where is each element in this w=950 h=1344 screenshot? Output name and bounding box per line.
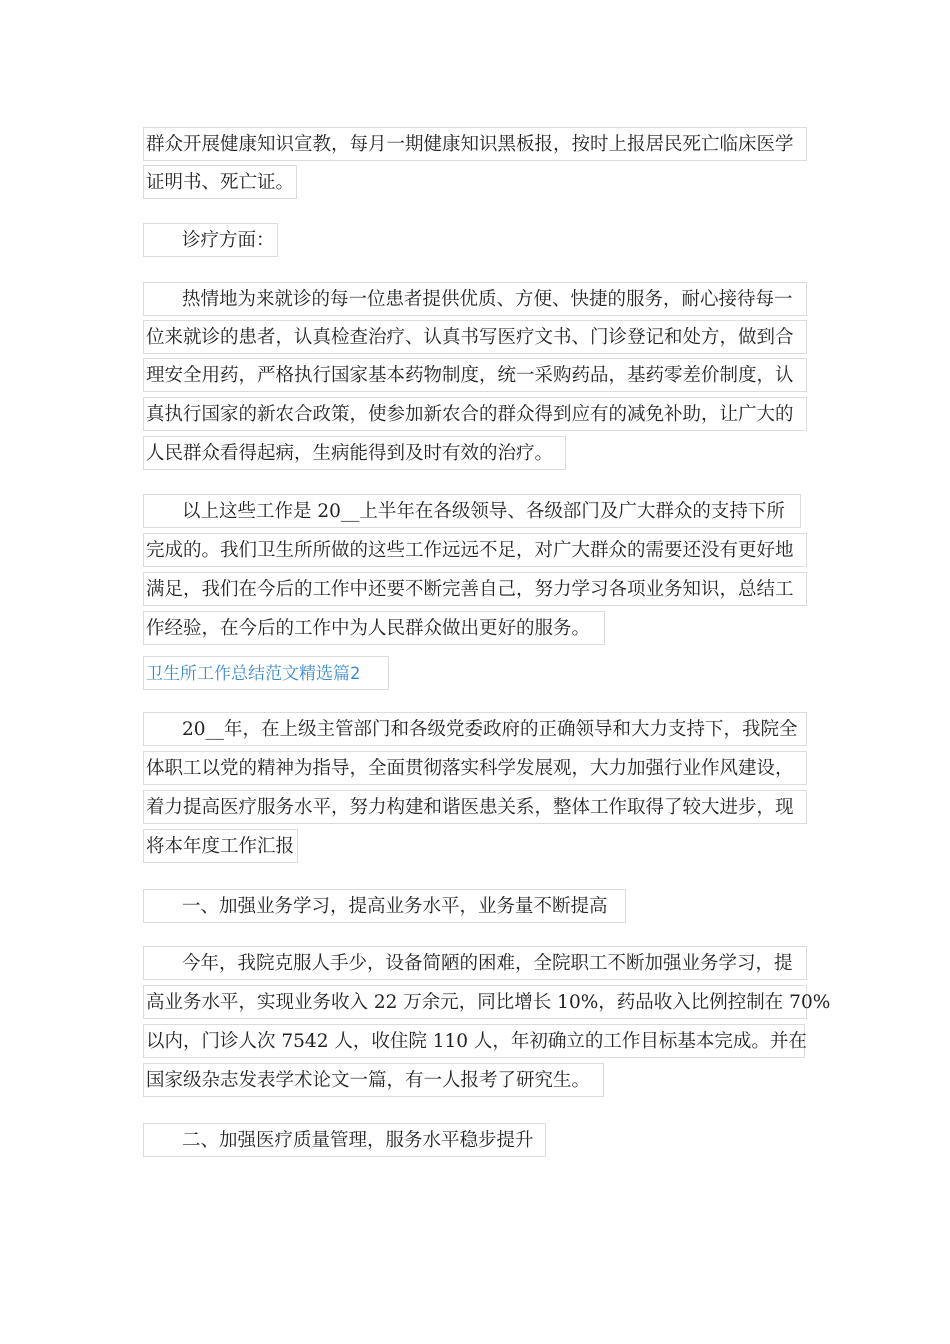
text-line: 满足，我们在今后的工作中还要不断完善自己，努力学习各项业务知识，总结工 [143,572,807,606]
text-line: 高业务水平，实现业务收入 22 万余元，同比增长 10%，药品收入比例控制在 70% [143,985,807,1019]
text-line: 以内，门诊人次 7542 人，收住院 110 人，年初确立的工作目标基本完成。并在 [143,1024,805,1058]
subheading: 二、加强医疗质量管理，服务水平稳步提升 [143,1123,546,1157]
text-line: 作经验，在今后的工作中为人民群众做出更好的服务。 [143,611,605,645]
text-line: 完成的。我们卫生所所做的这些工作远远不足，对广大群众的需要还没有更好地 [143,533,807,567]
text-line: 真执行国家的新农合政策，使参加新农合的群众得到应有的减免补助，让广大的 [143,397,807,431]
section-heading: 卫生所工作总结范文精选篇2 [143,656,389,690]
text-line: 将本年度工作汇报 [143,829,298,863]
text-line: 证明书、死亡证。 [143,165,297,199]
section-label: 诊疗方面： [143,223,278,257]
text-line: 以上这些工作是 20__上半年在各级领导、各级部门及广大群众的支持下所 [143,494,801,528]
text-line: 体职工以党的精神为指导，全面贯彻落实科学发展观，大力加强行业作风建设， [143,751,807,785]
text-line: 理安全用药，严格执行国家基本药物制度，统一采购药品，基药零差价制度，认 [143,358,807,392]
text-line: 位来就诊的患者，认真检查治疗、认真书写医疗文书、门诊登记和处方，做到合 [143,320,807,354]
text-line: 群众开展健康知识宣教，每月一期健康知识黑板报，按时上报居民死亡临床医学 [143,127,807,161]
text-line: 今年，我院克服人手少，设备简陋的困难，全院职工不断加强业务学习，提 [143,946,807,980]
text-line: 国家级杂志发表学术论文一篇，有一人报考了研究生。 [143,1063,604,1097]
subheading: 一、加强业务学习，提高业务水平，业务量不断提高 [143,889,626,923]
text-line: 着力提高医疗服务水平，努力构建和谐医患关系，整体工作取得了较大进步，现 [143,790,807,824]
text-line: 热情地为来就诊的每一位患者提供优质、方便、快捷的服务，耐心接待每一 [143,282,807,316]
text-line: 20__年，在上级主管部门和各级党委政府的正确领导和大力支持下，我院全 [143,712,807,746]
text-line: 人民群众看得起病，生病能得到及时有效的治疗。 [143,436,566,470]
